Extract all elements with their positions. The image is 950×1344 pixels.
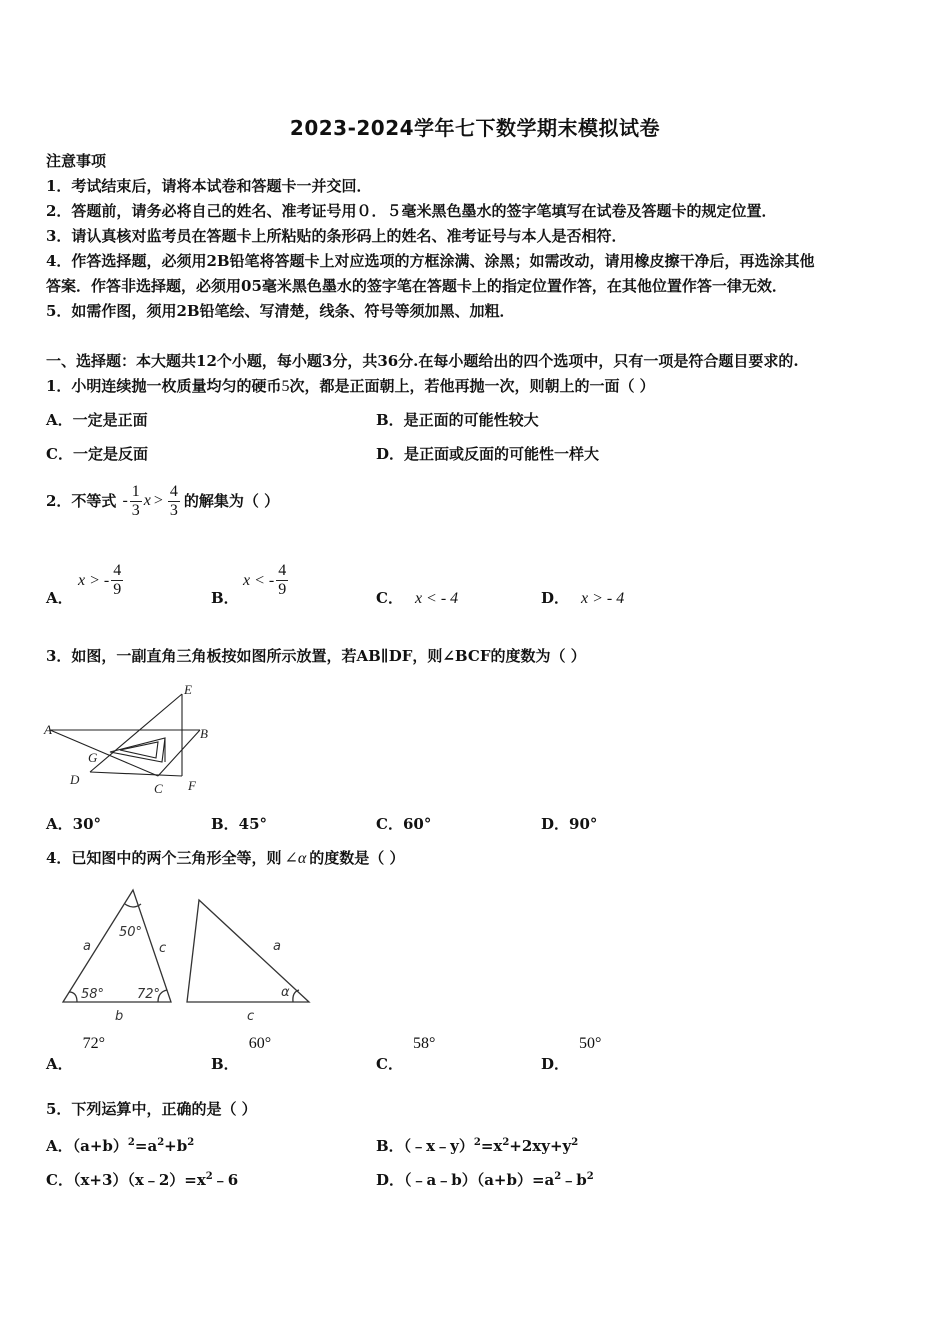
notice-item: 1．考试结束后，请将本试卷和答题卡一并交回． bbox=[46, 177, 372, 195]
q4-stem-angle: ∠α bbox=[284, 850, 307, 867]
left-angle-left: 58° bbox=[81, 987, 105, 1002]
q4-option-b-value: 60° bbox=[248, 1035, 272, 1052]
q5-a-sup1: 2 bbox=[127, 1137, 135, 1148]
q1-stem-b: 次，都是正面朝上，若他再抛一次，则朝上的一面（ ） bbox=[289, 377, 655, 395]
q4-stem-a: 4．已知图中的两个三角形全等，则 bbox=[46, 849, 282, 867]
q5-b-mid: =x bbox=[480, 1137, 503, 1155]
q5-d-sup1: 2 bbox=[554, 1171, 562, 1182]
q4-option-d-value: 50° bbox=[579, 1035, 602, 1052]
q5-b-pre: B．（﹣x﹣y） bbox=[376, 1137, 474, 1155]
q2-frac2-den: 3 bbox=[169, 501, 178, 519]
q3-stem: 3．如图，一副直角三角板按如图所示放置，若AB∥DF，则∠BCF的度数为（ ） bbox=[46, 647, 586, 665]
q2-option-d[interactable] bbox=[541, 588, 624, 609]
q5-option-a[interactable] bbox=[46, 1133, 194, 1156]
q4-option-a[interactable] bbox=[46, 1035, 106, 1074]
q5-b-sup1: 2 bbox=[473, 1137, 481, 1148]
q3-option-a[interactable]: A．30° bbox=[46, 815, 102, 833]
q5-option-c[interactable] bbox=[46, 1167, 238, 1190]
q2-stem bbox=[46, 480, 279, 522]
page-title: 2023-2024学年七下数学期末模拟试卷 bbox=[289, 116, 661, 140]
q2-option-a-label: A． bbox=[46, 589, 73, 607]
q3-option-b[interactable]: B．45° bbox=[211, 815, 268, 833]
left-side-a: a bbox=[83, 939, 91, 954]
label-b: B bbox=[200, 726, 208, 741]
q5-b-post: +2xy+y bbox=[509, 1137, 572, 1155]
q4-stem bbox=[46, 848, 405, 869]
notice-item: 答案．作答非选择题，必须用05毫米黑色墨水的签字笔在答题卡上的指定位置作答，在其他位置作答一律无效． bbox=[46, 277, 787, 295]
notice-item: 3．请认真核对监考员在答题卡上所粘贴的条形码上的姓名、准考证号与本人是否相符． bbox=[46, 227, 627, 245]
q2-a-num: 4 bbox=[113, 562, 122, 579]
line-ac bbox=[50, 730, 158, 776]
q5-a-pre: A．（a+b） bbox=[46, 1137, 128, 1155]
q2-fraction-1 bbox=[130, 483, 142, 520]
q5-b-sup2: 2 bbox=[502, 1137, 510, 1148]
q4-option-b-label: B． bbox=[211, 1055, 239, 1073]
q2-a-lhs: x > - bbox=[78, 571, 110, 589]
q2-frac2-num: 4 bbox=[169, 482, 178, 500]
right-angle-alpha: α bbox=[281, 985, 290, 1000]
q4-option-d-label: D． bbox=[541, 1055, 570, 1073]
notice-item: 2．答题前，请务必将自己的姓名、准考证号用０．５毫米黑色墨水的签字笔填写在试卷及答题卡的规定位置． bbox=[46, 202, 777, 220]
q5-option-b[interactable] bbox=[376, 1133, 578, 1156]
q2-option-a-expr bbox=[78, 562, 125, 599]
q1-stem-num: 5 bbox=[281, 378, 290, 395]
label-f: F bbox=[188, 778, 196, 793]
q2-b-fraction bbox=[276, 562, 288, 599]
q2-b-den: 9 bbox=[278, 581, 287, 598]
label-c: C bbox=[154, 781, 163, 796]
q4-option-c[interactable] bbox=[376, 1035, 436, 1074]
right-triangle bbox=[187, 900, 309, 1002]
q2-stem-a: 2．不等式 bbox=[46, 492, 117, 510]
q2-option-b-expr bbox=[243, 562, 290, 599]
q3-option-c[interactable]: C．60° bbox=[376, 815, 432, 833]
q4-stem-b: 的度数是（ ） bbox=[309, 849, 405, 867]
q2-stem-b: 的解集为（ ） bbox=[183, 492, 280, 510]
q5-c-pre: C．（x+3）（x﹣2）=x bbox=[46, 1171, 206, 1189]
q2-option-b-label: B． bbox=[211, 589, 239, 607]
left-triangle bbox=[63, 890, 171, 1002]
line-df bbox=[90, 772, 182, 776]
q5-d-sup2: 2 bbox=[586, 1171, 594, 1182]
left-side-b: b bbox=[115, 1009, 124, 1024]
q2-var: x bbox=[143, 492, 151, 509]
q2-option-c-label: C． bbox=[376, 589, 403, 607]
q2-frac1-num: 1 bbox=[131, 482, 140, 500]
label-g: G bbox=[88, 750, 98, 765]
label-d: D bbox=[70, 772, 80, 787]
q5-option-d[interactable] bbox=[376, 1167, 594, 1190]
q2-frac1-den: 3 bbox=[131, 501, 140, 519]
q5-d-pre: D．（﹣a﹣b）（a+b）=a bbox=[376, 1171, 555, 1189]
q3-option-d[interactable]: D．90° bbox=[541, 815, 598, 833]
q5-b-sup3: 2 bbox=[571, 1137, 579, 1148]
q4-figure bbox=[55, 884, 325, 1024]
q5-c-post: ﹣6 bbox=[212, 1171, 239, 1189]
q3-figure bbox=[40, 680, 230, 800]
q4-option-c-label: C． bbox=[376, 1055, 403, 1073]
line-bc bbox=[158, 730, 200, 776]
q2-option-c[interactable] bbox=[376, 588, 458, 609]
q1-option-a[interactable]: A．一定是正面 bbox=[46, 411, 148, 429]
q4-option-b[interactable] bbox=[211, 1035, 272, 1074]
q5-a-sup3: 2 bbox=[187, 1137, 195, 1148]
q1-option-b[interactable]: B．是正面的可能性较大 bbox=[376, 411, 539, 429]
q2-relation: > bbox=[153, 492, 163, 509]
q2-option-d-label: D． bbox=[541, 589, 570, 607]
q1-stem bbox=[46, 376, 655, 397]
q1-option-d[interactable]: D．是正面或反面的可能性一样大 bbox=[376, 445, 600, 463]
q1-option-c[interactable]: C．一定是反面 bbox=[46, 445, 148, 463]
q5-stem: 5．下列运算中，正确的是（ ） bbox=[46, 1100, 257, 1118]
label-a: A bbox=[44, 722, 52, 737]
q2-option-c-expr: x < - 4 bbox=[414, 590, 459, 607]
notice-item: 5．如需作图，须用2B铅笔绘、写清楚，线条、符号等须加黑、加粗． bbox=[46, 302, 515, 320]
q5-a-mid: =a bbox=[134, 1137, 158, 1155]
q4-option-d[interactable] bbox=[541, 1035, 602, 1074]
q1-stem-a: 1．小明连续抛一枚质量均匀的硬币 bbox=[46, 377, 282, 395]
right-side-c: c bbox=[247, 1009, 255, 1024]
q2-b-lhs: x < - bbox=[243, 571, 275, 589]
q4-option-a-label: A． bbox=[46, 1055, 73, 1073]
label-e: E bbox=[184, 682, 192, 697]
notice-item: 4．作答选择题，必须用2B铅笔将答题卡上对应选项的方框涂满、涂黑；如需改动，请用橡皮擦干净后，再选涂其他 bbox=[46, 252, 815, 270]
q2-b-num: 4 bbox=[278, 562, 287, 579]
notice-heading: 注意事项 bbox=[46, 152, 107, 170]
q2-a-den: 9 bbox=[113, 581, 122, 598]
q5-a-sup2: 2 bbox=[157, 1137, 165, 1148]
q2-a-fraction bbox=[111, 562, 123, 599]
left-angle-top: 50° bbox=[119, 925, 143, 940]
q4-option-a-value: 72° bbox=[82, 1035, 106, 1052]
q2-option-d-expr: x > - 4 bbox=[581, 590, 625, 607]
q5-c-sup1: 2 bbox=[205, 1171, 213, 1182]
left-side-c: c bbox=[159, 941, 167, 956]
q5-a-post: +b bbox=[164, 1137, 188, 1155]
q4-option-c-value: 58° bbox=[412, 1035, 436, 1052]
q2-fraction-2 bbox=[168, 483, 180, 520]
right-side-a: a bbox=[273, 939, 281, 954]
left-angle-left-arc bbox=[69, 992, 77, 1002]
q2-inequality bbox=[122, 483, 181, 520]
q2-neg-sign: - bbox=[122, 492, 128, 509]
q5-d-post: ﹣b bbox=[561, 1171, 587, 1189]
left-angle-right: 72° bbox=[137, 987, 161, 1002]
line-ed bbox=[90, 694, 182, 772]
section-heading: 一、选择题：本大题共12个小题，每小题3分，共36分.在每小题给出的四个选项中，只有一项是符合题目要求的. bbox=[46, 352, 799, 370]
